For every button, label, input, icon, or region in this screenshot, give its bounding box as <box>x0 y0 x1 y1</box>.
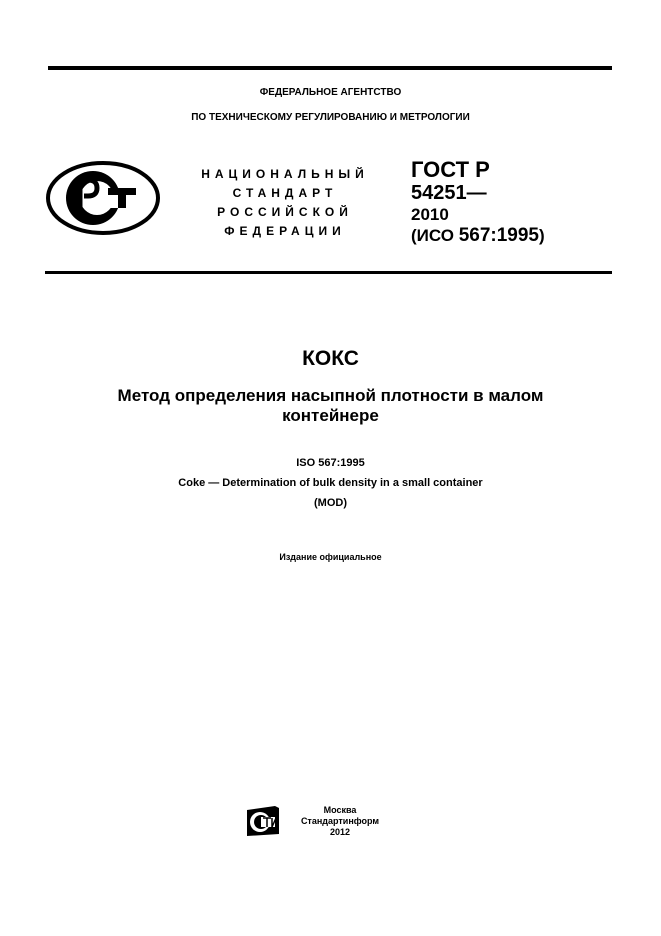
publisher-name: Стандартинформ <box>300 816 380 826</box>
label-line: РОССИЙСКОЙ <box>217 205 353 219</box>
gost-line-3: 2010 <box>411 205 449 224</box>
modification-note: (MOD) <box>314 497 347 509</box>
publisher-year: 2012 <box>329 827 351 837</box>
gost-line-1: ГОСТ Р <box>411 157 490 182</box>
agency-line-2: ПО ТЕХНИЧЕСКОМУ РЕГУЛИРОВАНИЮ И МЕТРОЛОГИИ <box>191 112 470 123</box>
document-title: КОКС <box>302 347 359 370</box>
header-bottom-rule <box>45 271 612 274</box>
label-line: НАЦИОНАЛЬНЫЙ <box>201 167 369 181</box>
label-line: ФЕДЕРАЦИИ <box>224 224 346 238</box>
gost-number <box>411 158 545 247</box>
gost-line-2: 54251— <box>411 182 487 204</box>
top-rule <box>48 66 612 70</box>
rst-logo <box>44 160 162 241</box>
national-standard-label <box>195 167 375 243</box>
document-subtitle-1: Метод определения насыпной плотности в малом <box>117 386 544 405</box>
iso-ref-number: 567:1995 <box>458 225 539 246</box>
iso-ref-suffix: ) <box>538 226 545 245</box>
iso-code: ISO 567:1995 <box>296 457 365 469</box>
document-subtitle-2: контейнере <box>282 406 379 425</box>
iso-english-title: Coke — Determination of bulk density in a small container <box>178 477 483 489</box>
standartinform-logo <box>245 804 281 843</box>
agency-line-1: ФЕДЕРАЛЬНОЕ АГЕНТСТВО <box>259 87 402 98</box>
publisher-info <box>285 805 395 838</box>
iso-ref-prefix: (ИСО <box>411 226 459 245</box>
edition-label: Издание официальное <box>279 552 382 562</box>
publisher-city: Москва <box>323 805 357 815</box>
label-line: СТАНДАРТ <box>232 186 338 200</box>
iso-reference <box>411 225 545 247</box>
